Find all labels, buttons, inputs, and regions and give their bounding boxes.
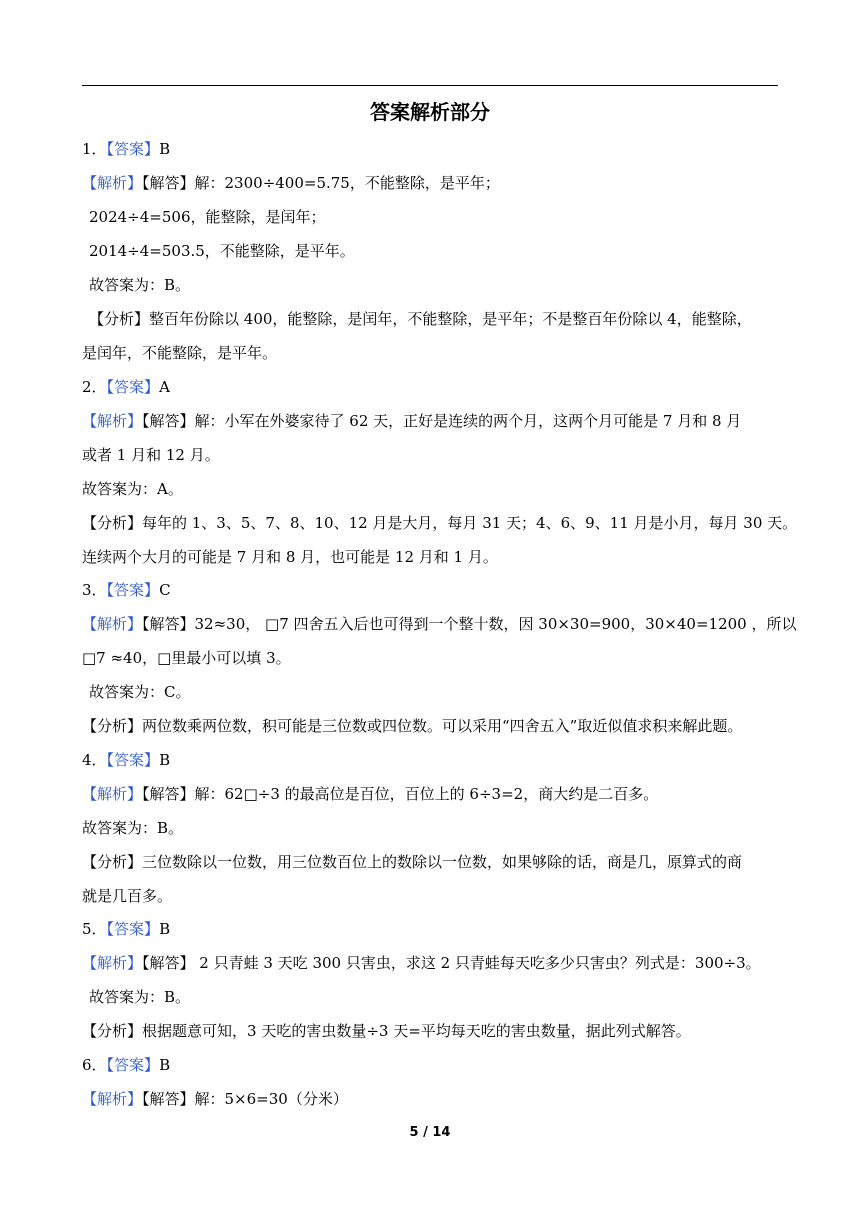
- jiexi-tag: 【解析】: [82, 174, 143, 192]
- header-rule: [82, 85, 778, 86]
- answer-tag: 【答案】: [106, 1056, 160, 1074]
- jiexi-tag: 【解析】: [82, 615, 143, 633]
- jiexi-tag: 【解析】: [82, 1090, 143, 1108]
- q6-solution-line: [82, 1089, 782, 1109]
- q6-answer-line: [82, 1055, 782, 1075]
- q4-number: 4．: [82, 751, 107, 769]
- q3-conclusion: 故答案为：C。: [89, 683, 191, 701]
- q1-analysis-cont: 是闰年，不能整除，是平年。: [82, 344, 278, 362]
- answer-tag: 【答案】: [106, 920, 160, 938]
- answer-tag: 【答案】: [106, 751, 160, 769]
- q1-conclusion: 故答案为：B。: [89, 276, 191, 294]
- q4-analysis: 【分析】三位数除以一位数，用三位数百位上的数除以一位数，如果够除的话，商是几，原算式的商: [82, 853, 743, 871]
- q4-conclusion: 故答案为：B。: [82, 819, 184, 837]
- q1-solution-line: [82, 173, 782, 193]
- q2-answer-line: [82, 377, 782, 397]
- q5-solution-line: [82, 953, 782, 973]
- q3-answer: C: [159, 581, 171, 599]
- q2-analysis: 【分析】每年的 1、3、5、7、8、10、12 月是大月，每月 31 天；4、6、9、11 月是小月，每月 30 天。: [82, 514, 798, 532]
- q4-solution-line: [82, 784, 782, 804]
- q2-solution-line: [82, 411, 782, 431]
- q6-number: 6．: [82, 1056, 107, 1074]
- q3-line-2: □7 ≈40，□里最小可以填 3。: [82, 649, 291, 667]
- q2-answer: A: [159, 378, 170, 396]
- q2-solution-text: 【解答】解：小军在外婆家待了 62 天，正好是连续的两个月，这两个月可能是 7 月和 8 月: [142, 412, 742, 430]
- q5-conclusion: 故答案为：B。: [89, 988, 191, 1006]
- q1-solution-text: 【解答】解：2300÷400=5.75，不能整除，是平年；: [142, 174, 500, 192]
- q3-answer-line: [82, 580, 782, 600]
- q6-answer: B: [159, 1056, 171, 1074]
- q5-number: 5．: [82, 920, 107, 938]
- answer-tag: 【答案】: [106, 378, 160, 396]
- q2-line-2: 或者 1 月和 12 月。: [82, 446, 220, 464]
- q1-answer-line: [82, 139, 782, 159]
- q4-answer: B: [159, 751, 171, 769]
- q2-analysis-cont: 连续两个大月的可能是 7 月和 8 月，也可能是 12 月和 1 月。: [82, 548, 498, 566]
- q4-solution-text: 【解答】解：62□÷3 的最高位是百位，百位上的 6÷3=2，商大约是二百多。: [142, 785, 659, 803]
- q6-solution-text: 【解答】解：5×6=30（分米）: [142, 1090, 348, 1108]
- q4-analysis-cont: 就是几百多。: [82, 887, 173, 905]
- q5-analysis: 【分析】根据题意可知，3 天吃的害虫数量÷3 天=平均每天吃的害虫数量，据此列式解答。: [82, 1022, 691, 1040]
- q3-analysis: 【分析】两位数乘两位数，积可能是三位数或四位数。可以采用“四舍五入”取近似值求积来解此题。: [82, 717, 743, 735]
- q1-answer: B: [159, 140, 171, 158]
- jiexi-tag: 【解析】: [82, 412, 143, 430]
- jiexi-tag: 【解析】: [82, 954, 143, 972]
- q1-line-2: 2024÷4=506，能整除，是闰年；: [89, 208, 326, 226]
- jiexi-tag: 【解析】: [82, 785, 143, 803]
- q1-analysis: 【分析】整百年份除以 400，能整除，是闰年，不能整除，是平年；不是整百年份除以 4，能整除，: [89, 310, 752, 328]
- q2-number: 2．: [82, 378, 107, 396]
- q3-solution-line: [82, 614, 797, 634]
- page-title: 答案解析部分: [370, 100, 490, 124]
- answer-tag: 【答案】: [106, 140, 160, 158]
- q4-answer-line: [82, 750, 782, 770]
- q1-number: 1．: [82, 140, 107, 158]
- q2-conclusion: 故答案为：A。: [82, 480, 183, 498]
- page-number: 5 / 14: [409, 1125, 451, 1140]
- q1-line-3: 2014÷4=503.5，不能整除，是平年。: [89, 242, 355, 260]
- answer-tag: 【答案】: [106, 581, 160, 599]
- q5-solution-text: 【解答】 2 只青蛙 3 天吃 300 只害虫，求这 2 只青蛙每天吃多少只害虫？列式是：300÷3。: [142, 954, 761, 972]
- q3-solution-text: 【解答】32≈30， □7 四舍五入后也可得到一个整十数，因 30×30=900，30×40=1200 ，所以: [142, 615, 797, 633]
- q5-answer: B: [159, 920, 171, 938]
- q5-answer-line: [82, 919, 782, 939]
- q3-number: 3．: [82, 581, 107, 599]
